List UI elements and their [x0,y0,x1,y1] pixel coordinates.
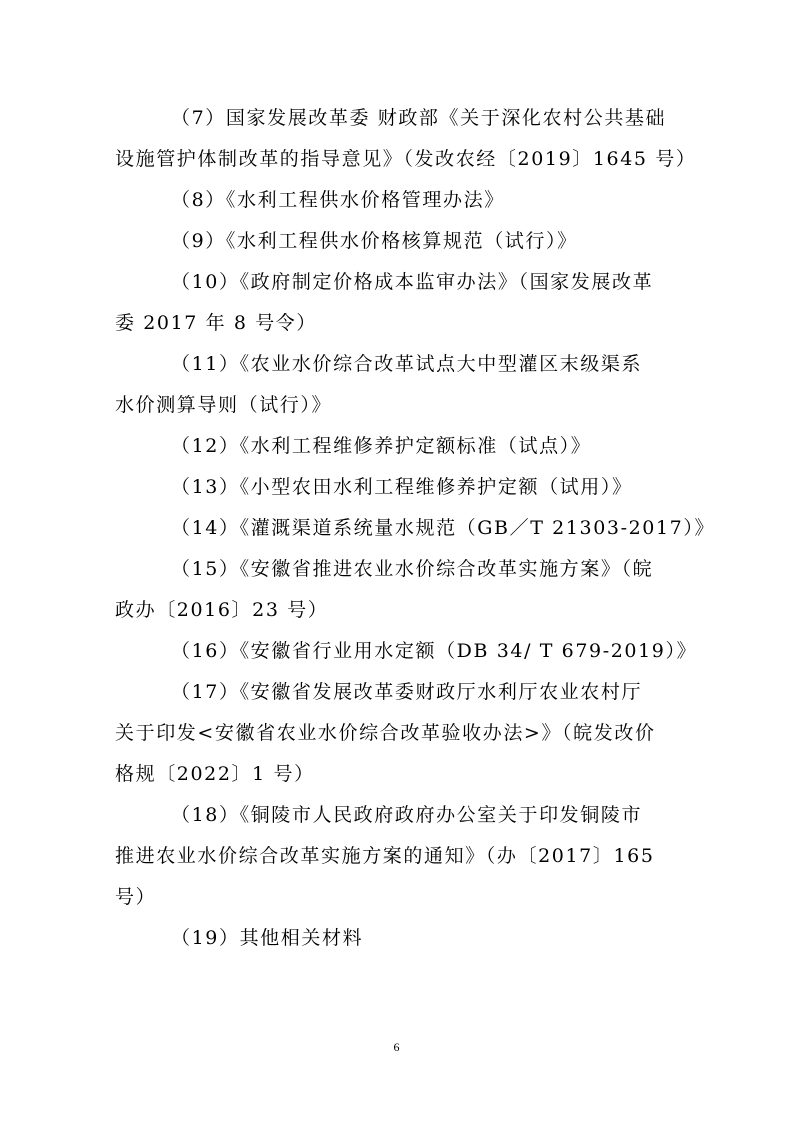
list-item [115,795,675,918]
list-item-line: （15）《安徽省推进农业水价综合改革实施方案》（皖 [171,558,654,580]
list-item-line: （8）《水利工程供水价格管理办法》 [171,189,505,211]
list-item [115,180,675,221]
list-item [115,426,675,467]
list-item-line: （18）《铜陵市人民政府政府办公室关于印发铜陵市 [171,804,643,826]
list-item-line: （10）《政府制定价格成本监审办法》（国家发展改革 [171,271,654,293]
list-item [115,98,697,180]
reference-list [115,98,716,959]
list-item [115,467,675,508]
list-item-line: 格规〔2022〕1 号） [115,763,315,785]
list-item-line: （17）《安徽省发展改革委财政厅水利厅农业农村厅 [171,681,643,703]
list-item [115,344,675,426]
list-item-line: 政办〔2016〕23 号） [115,599,329,621]
list-item [115,221,675,262]
list-item [115,672,675,795]
list-item [115,508,716,549]
list-item-line: （14）《灌溉渠道系统量水规范（GB／T 21303-2017）》 [171,517,716,539]
list-item [115,631,698,672]
list-item-line: 推进农业水价综合改革实施方案的通知》（办〔2017〕165 [115,845,655,867]
list-item [115,262,675,344]
list-item-line: （11）《农业水价综合改革试点大中型灌区末级渠系 [171,353,643,375]
list-item-line: 设施管护体制改革的指导意见》（发改农经〔2019〕1645 号） [115,148,697,170]
list-item-line: （16）《安徽省行业用水定额（DB 34/ T 679-2019）》 [171,640,698,662]
list-item-line: （12）《水利工程维修养护定额标准（试点）》 [171,435,592,457]
list-item-line: （9）《水利工程供水价格核算规范（试行）》 [171,230,578,252]
list-item-line: 号） [115,886,157,908]
list-item [115,549,675,631]
list-item-line: （7）国家发展改革委 财政部《关于深化农村公共基础 [171,107,667,129]
page-number: 6 [393,1040,400,1054]
list-item-line: 水价测算导则（试行）》 [115,394,333,416]
list-item-line: 委 2017 年 8 号令） [115,312,318,334]
list-item [115,918,675,959]
list-item-line: 关于印发<安徽省农业水价综合改革验收办法>》（皖发改价 [115,722,656,744]
list-item-line: （13）《小型农田水利工程维修养护定额（试用）》 [171,476,633,498]
list-item-line: （19）其他相关材料 [171,927,364,949]
